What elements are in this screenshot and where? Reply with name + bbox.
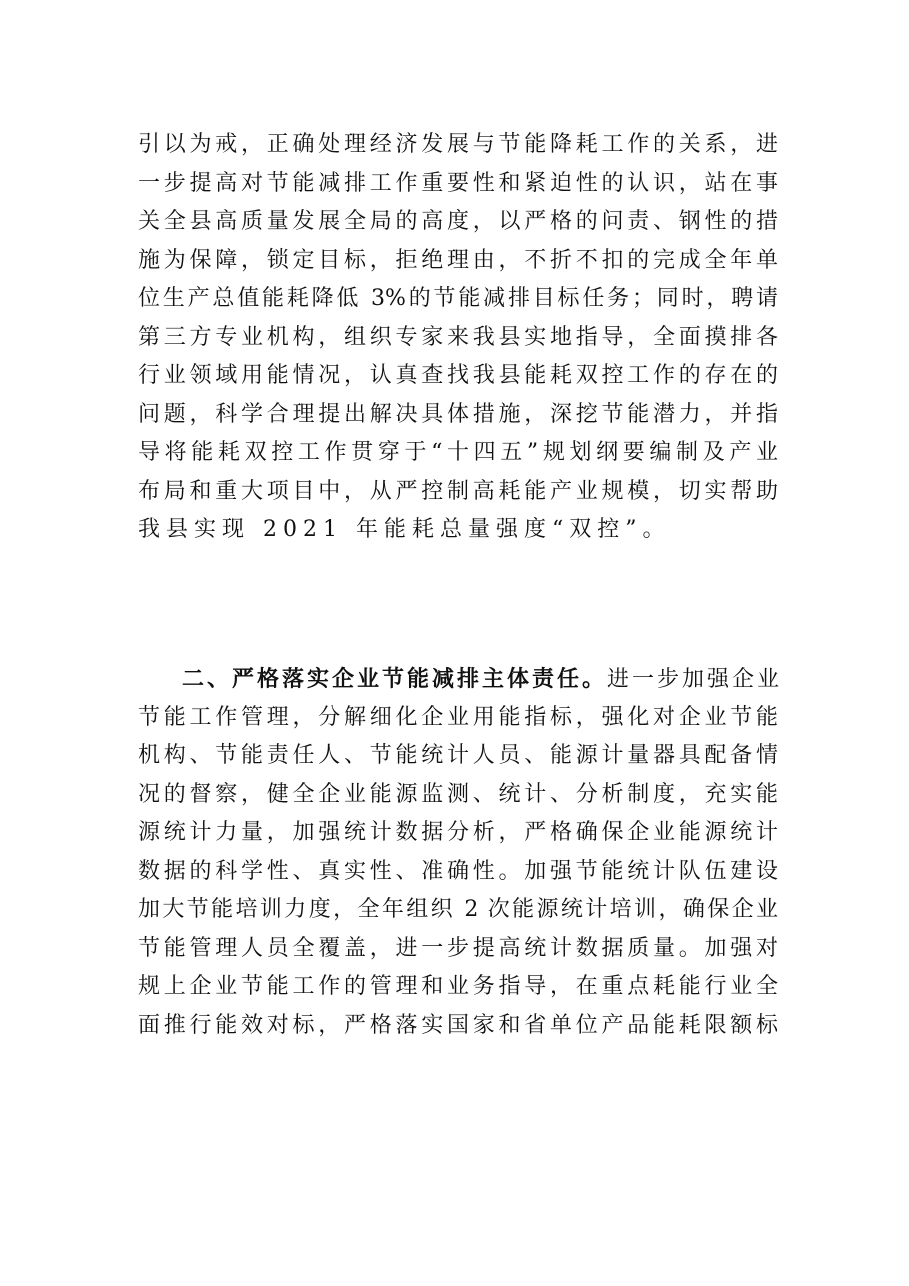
paragraph-2-line: 加大节能培训力度，全年组织 2 次能源统计培训，确保企业 (138, 897, 778, 922)
paragraph-1-line: 位生产总值能耗降低 3%的节能减排目标任务；同时，聘请 (138, 286, 778, 311)
section-heading: 二、严格落实企业节能减排主体责任。 (182, 666, 608, 692)
paragraph-2-line: 况的督察，健全企业能源监测、统计、分析制度，充实能 (138, 781, 778, 807)
paragraph-2-line: 数据的科学性、真实性、准确性。加强节能统计队伍建设 (138, 858, 778, 884)
paragraph-2-line: 节能管理人员全覆盖，进一步提高统计数据质量。加强对 (138, 935, 778, 961)
paragraph-2 (138, 660, 783, 1045)
paragraph-1-last-line: 我县实现 2021 年能耗总量强度“双控”。 (138, 517, 671, 542)
paragraph-2-line: 规上企业节能工作的管理和业务指导，在重点耗能行业全 (138, 974, 778, 999)
paragraph-1 (138, 126, 778, 550)
paragraph-1-line: 导将能耗双控工作贯穿于“十四五”规划纲要编制及产业 (138, 440, 778, 465)
paragraph-1-line: 布局和重大项目中，从严控制高耗能产业规模，切实帮助 (138, 478, 778, 504)
paragraph-1-line: 一步提高对节能减排工作重要性和紧迫性的认识，站在事 (138, 170, 778, 196)
paragraph-2-line: 机构、节能责任人、节能统计人员、能源计量器具配备情 (138, 743, 778, 768)
paragraph-1-line: 行业领域用能情况，认真查找我县能耗双控工作的存在的 (138, 363, 778, 388)
paragraph-2-first-line (138, 660, 783, 699)
paragraph-1-line: 问题，科学合理提出解决具体措施，深挖节能潜力，并指 (138, 401, 778, 427)
paragraph-2-line: 面推行能效对标，严格落实国家和省单位产品能耗限额标 (138, 1012, 778, 1038)
paragraph-1-line: 关全县高质量发展全局的高度，以严格的问责、钢性的措 (138, 209, 778, 234)
paragraph-2-line: 节能工作管理，分解细化企业用能指标，强化对企业节能 (138, 704, 778, 730)
paragraph-1-line: 第三方专业机构，组织专家来我县实地指导，全面摸排各 (138, 324, 778, 350)
section-lead-text: 进一步加强企业 (607, 667, 783, 692)
paragraph-2-line: 源统计力量，加强统计数据分析，严格确保企业能源统计 (138, 820, 778, 845)
paragraph-1-line: 引以为戒，正确处理经济发展与节能降耗工作的关系，进 (138, 132, 778, 157)
paragraph-1-line: 施为保障，锁定目标，拒绝理由，不折不扣的完成全年单 (138, 247, 778, 273)
